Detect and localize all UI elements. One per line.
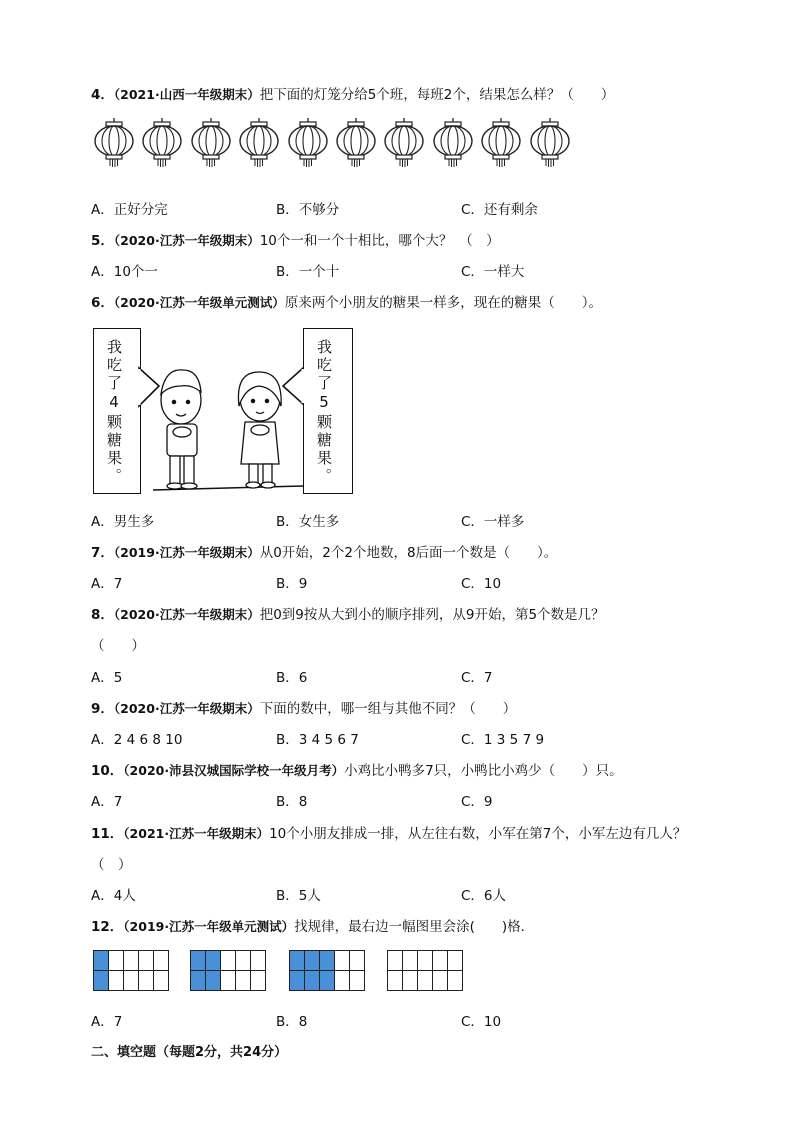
option-c[interactable]: C．7 [461,670,493,686]
option-a[interactable]: A．男生多 [91,514,155,530]
question-6 [91,291,602,311]
option-a[interactable]: A．10个一 [91,264,158,280]
question-9 [91,697,516,717]
question-text: 从0开始，2个2个地数，8后面一个数是（ ）。 [259,545,558,561]
lantern-icon [335,118,377,168]
option-b[interactable]: B．8 [276,794,308,810]
question-text: 10个一和一个十相比，哪个大？ （ ） [259,233,500,249]
question-text: 原来两个小朋友的糖果一样多，现在的糖果（ ）。 [284,295,602,311]
option-c[interactable]: C．6人 [461,888,507,904]
question-11-continuation: （ ） [91,857,132,873]
children-illustration [93,328,353,494]
option-c[interactable]: C．9 [461,794,493,810]
lantern-row [93,118,573,168]
lantern-icon [141,118,183,168]
option-b[interactable]: B．不够分 [276,202,340,218]
question-source: （2020·沛县汉城国际学校一年级月考） [123,763,345,778]
question-5 [91,229,500,249]
question-number: 7． [91,545,114,561]
option-b[interactable]: B．女生多 [276,514,340,530]
girl-speech-text: 我吃了5颗糖果。 [315,339,333,486]
boy-figure [161,370,201,489]
option-a[interactable]: A．2 4 6 8 10 [91,732,183,748]
option-a[interactable]: A．7 [91,794,123,810]
boy-speech-text: 我吃了4颗糖果。 [105,339,123,486]
question-number: 8． [91,607,114,623]
option-b[interactable]: B．5人 [276,888,321,904]
lantern-icon [93,118,135,168]
pattern-grid [289,950,364,990]
question-text: 把0到9按从大到小的顺序排列，从9开始，第5个数是几？ [259,607,605,623]
question-number: 6． [91,295,114,311]
lantern-icon [432,118,474,168]
question-12 [91,915,534,935]
option-c[interactable]: C．10 [461,576,502,592]
question-11 [91,822,686,842]
option-a[interactable]: A．7 [91,576,123,592]
option-c[interactable]: C．还有剩余 [461,202,538,218]
pattern-grids [93,950,473,992]
option-c[interactable]: C．一样大 [461,264,525,280]
question-number: 11． [91,826,124,842]
lantern-icon [480,118,522,168]
question-8 [91,603,605,623]
question-number: 5． [91,233,114,249]
question-10 [91,759,623,779]
question-text: 10个小朋友排成一排，从左往右数，小军在第7个，小军左边有几人？ [269,826,687,842]
option-b[interactable]: B．8 [276,1014,308,1030]
question-4 [91,83,614,103]
children-drawing [93,328,353,494]
pattern-grid [190,950,265,990]
question-source: （2019·江苏一年级期末） [113,545,260,560]
lantern-icon [383,118,425,168]
lantern-icon [238,118,280,168]
option-a[interactable]: A．4人 [91,888,136,904]
question-text: 找规律，最右边一幅图里会涂( )格． [294,919,535,935]
section-heading: 二、填空题（每题2分，共24分） [91,1045,288,1060]
question-text: 小鸡比小鸭多7只，小鸭比小鸡少（ ）只。 [344,763,623,779]
lantern-icon [190,118,232,168]
question-source: （2020·江苏一年级单元测试） [113,295,285,310]
question-number: 4． [91,87,114,103]
pattern-grid [93,950,168,990]
lantern-icon [529,118,571,168]
pattern-grid [387,950,462,990]
option-a[interactable]: A．7 [91,1014,123,1030]
question-source: （2019·江苏一年级单元测试） [123,919,295,934]
question-7 [91,541,557,561]
question-number: 10． [91,763,124,779]
option-b[interactable]: B．3 4 5 6 7 [276,732,359,748]
option-a[interactable]: A．正好分完 [91,202,168,218]
option-a[interactable]: A．5 [91,670,123,686]
option-b[interactable]: B．9 [276,576,308,592]
option-c[interactable]: C．1 3 5 7 9 [461,732,545,748]
question-8-continuation: （ ） [91,638,145,654]
question-source: （2021·江苏一年级期末） [123,826,270,841]
option-b[interactable]: B．6 [276,670,308,686]
question-source: （2020·江苏一年级期末） [113,607,260,622]
option-c[interactable]: C．一样多 [461,514,525,530]
question-source: （2020·江苏一年级期末） [113,701,260,716]
question-number: 12． [91,919,124,935]
girl-figure [238,372,281,488]
option-c[interactable]: C．10 [461,1014,502,1030]
question-number: 9． [91,701,114,717]
option-b[interactable]: B．一个十 [276,264,340,280]
question-source: （2021·山西一年级期末） [113,87,260,102]
question-text: 下面的数中，哪一组与其他不同？（ ） [259,701,517,717]
question-source: （2020·江苏一年级期末） [113,233,260,248]
question-text: 把下面的灯笼分给5个班，每班2个，结果怎么样？（ ） [259,87,615,103]
lantern-icon [287,118,329,168]
